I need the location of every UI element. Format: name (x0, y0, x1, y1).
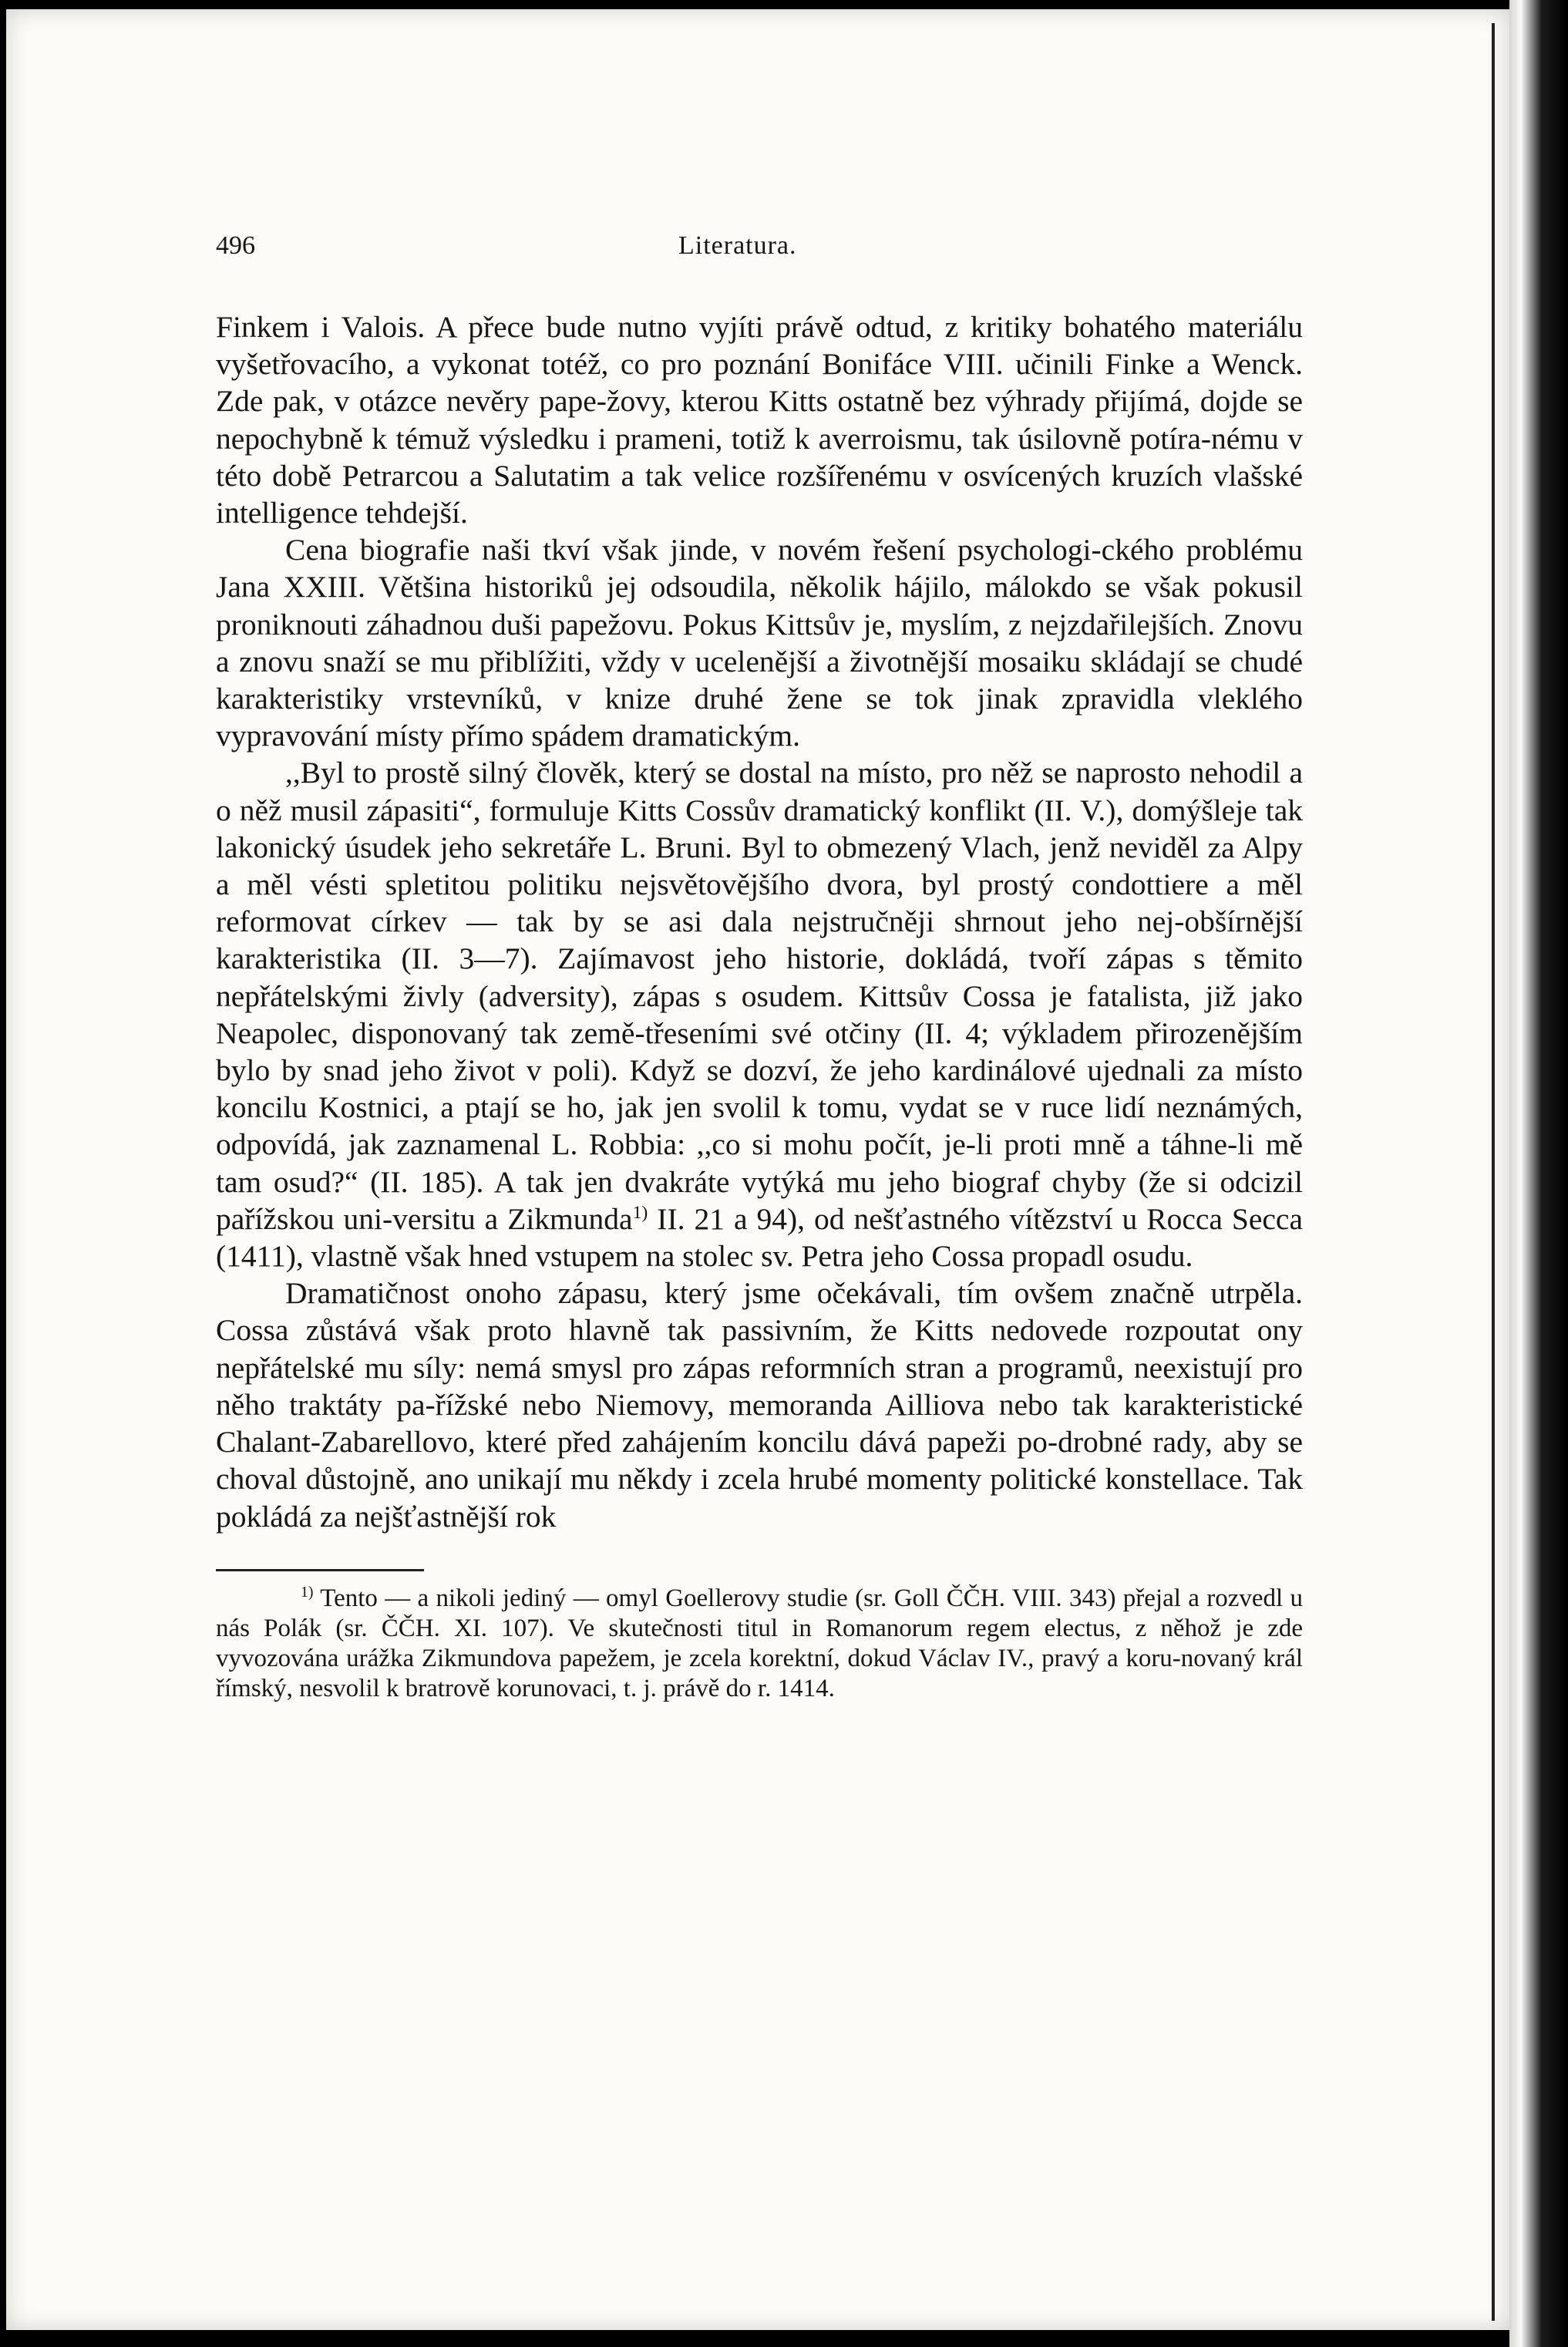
footnote-rule (216, 1569, 424, 1571)
binding-edge (1509, 0, 1568, 2347)
body-text (216, 308, 1303, 1535)
footnote-1 (216, 1584, 1303, 1704)
paragraph-3-text-before: ,,Byl to prostě silný člověk, který se dostal na místo, pro něž se naprosto nehodil a o něž musil zápasiti“, formuluje Kitts Cossův dramatický konflikt (II. V.), domýšleje tak lakonický úsudek jeho sekretáře L. Bruni. Byl to obmezený Vlach, jenž neviděl za Alpy a měl vésti spletitou politiku nejsvětovějšího dvora, byl prostý condottiere a měl reformovat církev — tak by se asi dala nejstručněji shrnout jeho nej-obšírnější karakteristika (II. 3—7). Zajímavost jeho historie, dokládá, tvoří zápas s těmito nepřátelskými živly (adversity), zápas s osudem. Kittsův Cossa je fatalista, již jako Neapolec, disponovaný tak země-třeseními své otčiny (II. 4; výkladem přirozenějším bylo by snad jeho život v poli). Když se dozví, že jeho kardinálové ujednali za místo koncilu Kostnici, a ptají se ho, jak jen svolil k tomu, vydat se v ruce lidí neznámých, odpovídá, jak zaznamenal L. Robbia: ,,co si mohu počít, je-li proti mně a táhne-li mě tam osud?“ (II. 185). A tak jen dvakráte vytýká mu jeho biograf chyby (že si odcizil pařížskou uni-versitu a Zikmunda (216, 756, 1303, 1236)
page-header (216, 231, 1303, 278)
footnote-text: Tento — a nikoli jediný — omyl Goellerovy studie (sr. Goll ČČH. VIII. 343) přejal a rozvedl u nás Polák (sr. ČČH. XI. 107). Ve skutečnosti titul in Romanorum regem electus, z něhož je zde vyvozována urážka Zikmundova papežem, je zcela korektní, dokud Václav IV., pravý a koru-novaný král římský, nesvolil k bratrově korunovaci, t. j. právě do r. 1414. (216, 1584, 1303, 1702)
footnote-ref: 1) (632, 1202, 648, 1223)
paragraph-1: Finkem i Valois. A přece bude nutno vyjíti právě odtud, z kritiky bohatého materiálu vyšetřovacího, a vykonat totéž, co pro poznání Bonifáce VIII. učinili Finke a Wenck. Zde pak, v otázce nevěry pape-žovy, kterou Kitts ostatně bez výhrady přijímá, dojde se nepochybně k témuž výsledku i prameni, totiž k averroismu, tak úsilovně potíra-nému v této době Petrarcou a Salutatim a tak velice rozšířenému v osvícených kruzích vlašské intelligence tehdejší. (216, 310, 1303, 530)
page-content (216, 231, 1303, 1704)
page-number: 496 (216, 231, 255, 260)
paragraph-2: Cena biografie naši tkví však jinde, v novém řešení psychologi-ckého problému Jana XXIII. Většina historiků jej odsoudila, několik hájilo, málokdo se však pokusil proniknouti záhadnou duši papežovu. Pokus Kittsův je, myslím, z nejzdařilejších. Znovu a znovu snaží se mu přiblížiti, vždy v ucelenější a životnější mosaiku skládají se chudé karakteristiky vrstevníků, v knize druhé žene se tok jinak zpravidla vleklého vypravování místy přímo spádem dramatickým. (216, 533, 1303, 753)
running-title: Literatura. (678, 231, 797, 260)
paragraph-3 (216, 754, 1303, 1275)
paragraph-3-text-after: II. 21 a 94), od nešťastného vítězství u Rocca Secca (1411), vlastně však hned vstupem na stolec sv. Petra jeho Cossa propadl osudu. (216, 1201, 1303, 1274)
paragraph-4: Dramatičnost onoho zápasu, který jsme očekávali, tím ovšem značně utrpěla. Cossa zůstává však proto hlavně tak passivním, že Kitts nedovede rozpoutat ony nepřátelské mu síly: nemá smysl pro zápas reformních stran a programů, neexistují pro něho traktáty pa-řížské nebo Niemovy, memoranda Ailliova nebo tak karakteristické Chalant-Zabarellovo, které před zahájením koncilu dává papeži po-drobné rady, aby se choval důstojně, ano unikají mu někdy i zcela hrubé momenty politické konstellace. Tak pokládá za nejšťastnější rok (216, 1276, 1303, 1534)
footnotes (216, 1584, 1303, 1704)
page-edge-line (1492, 23, 1495, 2321)
footnote-marker: 1) (301, 1583, 314, 1601)
